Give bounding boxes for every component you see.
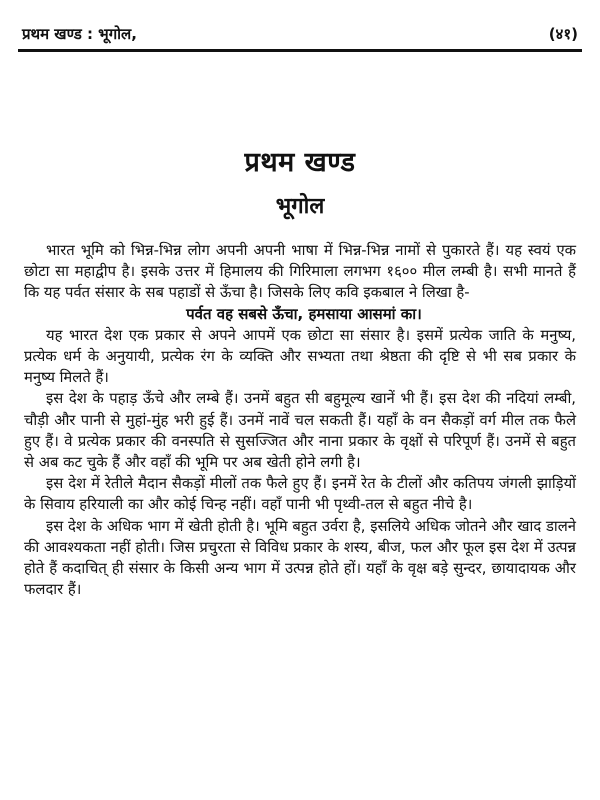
header-rule [18,49,582,52]
running-header [22,18,578,44]
body-text [24,240,576,600]
header-section-title: प्रथम खण्ड : भूगोल, [22,25,137,43]
paragraph-deserts: इस देश में रेतीले मैदान सैकड़ों मीलों तक फैले हुए हैं। इनमें रेत के टीलों और कतिपय जंगली झाड़ियों के सिवाय हरियाली का और कोई चिन्ह नहीं। वहाँ पानी भी पृथ्वी-तल से बहुत नीचे है। [24,475,576,514]
section-title: भूगोल [275,194,325,219]
page-number: (४१) [548,25,578,43]
paragraph-diversity: यह भारत देश एक प्रकार से अपने आपमें एक छोटा सा संसार है। इसमें प्रत्येक जाति के मनुष्य, प्रत्येक धर्म के अनुयायी, प्रत्येक रंग के व्यक्ति और सभ्यता तथा श्रेष्ठता की दृष्टि से भी सब प्रकार के मनुष्य मिलते हैं। [24,326,576,387]
paragraph-mountains-rivers: इस देश के पहाड़ ऊँचे और लम्बे हैं। उनमें बहुत सी बहुमूल्य खानें भी हैं। इस देश की नदियां लम्बी, चौड़ी और पानी से मुहां-मुंह भरी हुई हैं। उनमें नावें चल सकती हैं। यहाँ के वन सैकड़ों वर्ग मील तक फैले हुए हैं। वे प्रत्येक प्रकार की वनस्पति से सुसज्जित और नाना प्रकार के वृक्षों से परिपूर्ण हैं। उनमें से बहुत से अब कट चुके हैं और वहाँ की भूमि पर अब खेती होने लगी है। [24,390,576,472]
paragraph-intro: भारत भूमि को भिन्न-भिन्न लोग अपनी अपनी भाषा में भिन्न-भिन्न नामों से पुकारते हैं। यह स्वयं एक छोटा सा महाद्वीप है। इसके उत्तर में हिमालय की गिरिमाला लगभग १६०० मील लम्बी है। सभी मानते हैं कि यह पर्वत संसार के सब पहाडों से ऊँचा है। जिसके लिए कवि इकबाल ने लिखा है- [24,242,576,302]
verse-quote: पर्वत वह सबसे ऊँचा, हमसाया आसमां का। [186,304,422,323]
chapter-title: प्रथम खण्ड [244,147,356,178]
paragraph-agriculture: इस देश के अधिक भाग में खेती होती है। भूमि बहुत उर्वरा है, इसलिये अधिक जोतने और खाद डालने की आवश्यकता नहीं होती। जिस प्रचुरता से विविध प्रकार के शस्य, बीज, फल और फूल इस देश में उत्पन्न होते हैं कदाचित् ही संसार के किसी अन्य भाग में उत्पन्न होते हों। यहाँ के वृक्ष बड़े सुन्दर, छायादायक और फलदार हैं। [24,517,576,599]
